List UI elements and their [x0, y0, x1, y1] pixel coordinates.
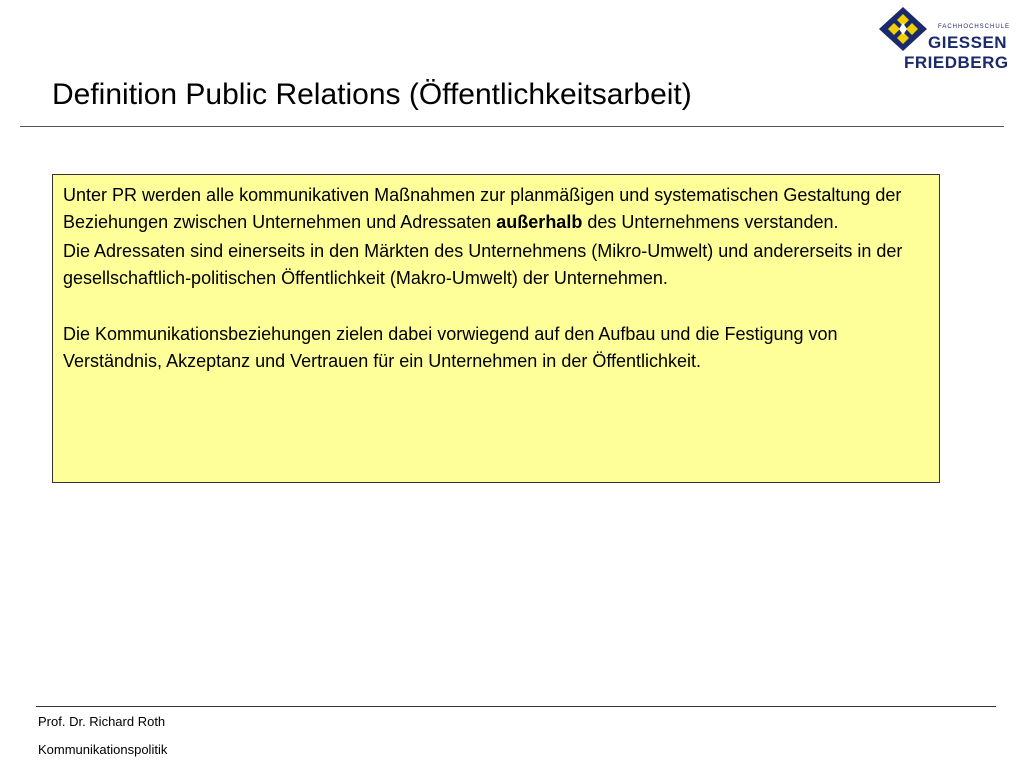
logo-small-text: FACHHOCHSCHULE	[938, 24, 1011, 30]
slide-title: Definition Public Relations (Öffentlichkeitsarbeit)	[52, 78, 692, 111]
p1-bold-term: außerhalb	[496, 212, 583, 232]
university-logo	[878, 6, 1011, 76]
definition-box	[52, 174, 940, 483]
footer-author: Prof. Dr. Richard Roth	[38, 714, 166, 729]
definition-paragraph-3: Die Kommunikationsbeziehungen zielen dabei vorwiegend auf den Aufbau und die Festigung von Verständnis, Akzeptanz und Vertrauen für ein Unternehmen in der Öffentlichkeit.	[63, 324, 838, 371]
diamond-logo-icon	[878, 6, 928, 52]
definition-paragraph-1	[63, 182, 929, 236]
definition-paragraph-2: Die Adressaten sind einerseits in den Märkten des Unternehmens (Mikro-Umwelt) und andererseits in der gesellschaftlich-politischen Öffentlichkeit (Makro-Umwelt) der Unternehmen.	[63, 241, 903, 288]
p1-text-end: des Unternehmens verstanden.	[582, 212, 839, 232]
title-divider	[20, 126, 1004, 127]
p1-text-start: Unter PR werden alle kommunikativen Maßnahmen zur planmäßigen und systematischen Gestaltung der Beziehungen zwischen Unternehmen und Adressaten	[63, 185, 902, 232]
footer-divider	[36, 706, 996, 707]
footer-course: Kommunikationspolitik	[38, 742, 168, 757]
logo-line-giessen: GIESSEN	[928, 33, 1008, 52]
logo-line-friedberg: FRIEDBERG	[904, 53, 1009, 72]
